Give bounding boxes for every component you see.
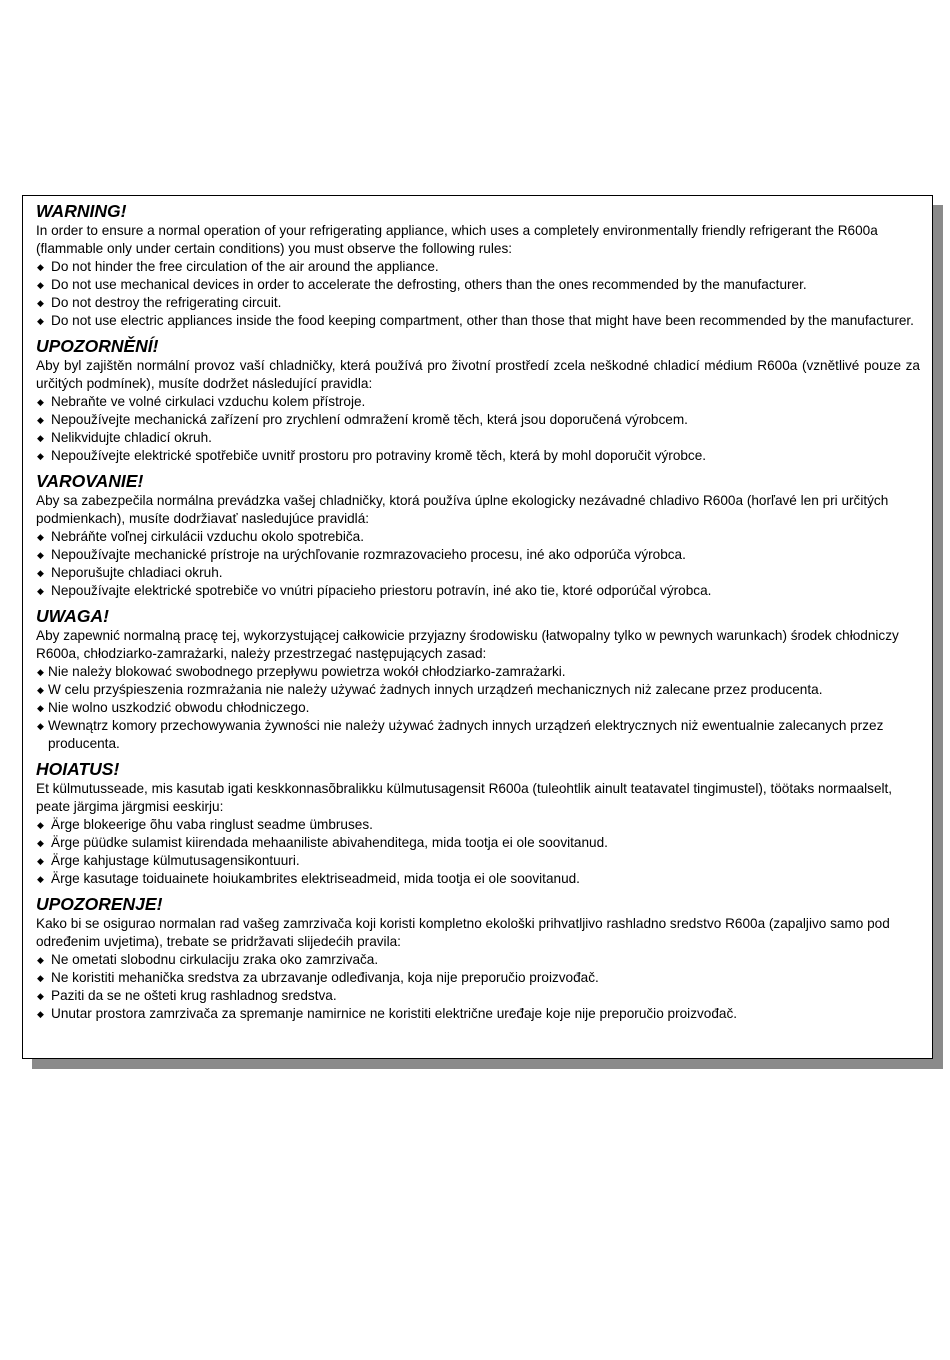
section-estonian xyxy=(36,759,920,888)
section-heading: UWAGA! xyxy=(36,606,109,626)
diamond-bullet-icon: ◆ xyxy=(37,433,44,443)
diamond-bullet-icon: ◆ xyxy=(37,685,44,695)
rule-list xyxy=(36,258,920,330)
diamond-bullet-icon: ◆ xyxy=(37,874,44,884)
list-item xyxy=(36,447,920,465)
diamond-bullet-icon: ◆ xyxy=(37,550,44,560)
list-item-text: Nie należy blokować swobodnego przepływu powietrza wokół chłodziarko-zamrażarki. xyxy=(48,664,566,679)
diamond-bullet-icon: ◆ xyxy=(37,262,44,272)
list-item-text: Wewnątrz komory przechowywania żywności nie należy używać żadnych innych urządzeń elektrycznych niż ewentualnie zalecanych przez producenta. xyxy=(48,718,884,751)
section-intro: Et külmutusseade, mis kasutab igati keskkonnasõbralikku külmutusagensit R600a (tuleohtlik ainult teatavatel tingimustel), töötaks normaalselt, peate järgima järgmisi eeskirju: xyxy=(36,781,893,814)
list-item-text: Nepoužívejte mechanická zařízení pro zrychlení odmražení kromě těch, která jsou doporučená výrobcem. xyxy=(51,412,688,427)
diamond-bullet-icon: ◆ xyxy=(37,856,44,866)
list-item xyxy=(36,816,920,834)
section-heading: VAROVANIE! xyxy=(36,471,144,491)
list-item xyxy=(36,528,920,546)
diamond-bullet-icon: ◆ xyxy=(37,991,44,1001)
list-item-text: Do not use electric appliances inside the food keeping compartment, other than those that might have been recommended by the manufacturer. xyxy=(51,313,914,328)
list-item-text: Nepoužívajte elektrické spotrebiče vo vnútri pípacieho priestoru potravín, iné ako tie, ktoré odporúčal výrobca. xyxy=(51,583,712,598)
list-item xyxy=(36,276,920,294)
list-item xyxy=(36,969,920,987)
rule-list xyxy=(36,816,920,888)
diamond-bullet-icon: ◆ xyxy=(37,298,44,308)
list-item-text: Ne koristiti mehanička sredstva za ubrzavanje odleđivanja, koja nije preporučio proizvođač. xyxy=(51,970,599,985)
diamond-bullet-icon: ◆ xyxy=(37,703,44,713)
list-item xyxy=(36,951,920,969)
list-item xyxy=(36,294,920,312)
section-heading: UPOZORENJE! xyxy=(36,894,163,914)
list-item-text: Nebráňte voľnej cirkulácii vzduchu okolo spotrebiča. xyxy=(51,529,365,544)
section-croatian xyxy=(36,894,920,1023)
section-polish xyxy=(36,606,920,753)
rule-list xyxy=(36,951,920,1023)
diamond-bullet-icon: ◆ xyxy=(37,397,44,407)
list-item-text: Nie wolno uszkodzić obwodu chłodniczego. xyxy=(48,700,310,715)
diamond-bullet-icon: ◆ xyxy=(37,973,44,983)
diamond-bullet-icon: ◆ xyxy=(37,586,44,596)
list-item xyxy=(36,717,920,753)
section-intro: Aby sa zabezpečila normálna prevádzka vašej chladničky, ktorá používa úplne ekologicky nezávadné chladivo R600a (horľavé len pri určitých podmienkach), musíte dodržiavať nasledujúce pravidlá: xyxy=(36,493,889,526)
list-item xyxy=(36,699,920,717)
list-item-text: Nebraňte ve volné cirkulaci vzduchu kolem přístroje. xyxy=(51,394,366,409)
list-item-text: Nepoužívajte mechanické prístroje na urýchľovanie rozmrazovacieho procesu, iné ako odporúča výrobca. xyxy=(51,547,686,562)
diamond-bullet-icon: ◆ xyxy=(37,667,44,677)
list-item-text: Nepoužívejte elektrické spotřebiče uvnitř prostoru pro potraviny kromě těch, která by mohl doporučit výrobce. xyxy=(51,448,707,463)
list-item-text: Ärge kasutage toiduainete hoiukambrites elektriseadmeid, mida tootja ei ole soovitanud. xyxy=(51,871,580,886)
section-intro: In order to ensure a normal operation of your refrigerating appliance, which uses a completely environmentally friendly refrigerant the R600a (flammable only under certain conditions) you must observe the following rules: xyxy=(36,223,878,256)
list-item xyxy=(36,312,920,330)
list-item xyxy=(36,429,920,447)
list-item xyxy=(36,546,920,564)
list-item-text: Ärge püüdke sulamist kiirendada mehaaniliste abivahenditega, mida tootja ei ole soovitanud. xyxy=(51,835,608,850)
diamond-bullet-icon: ◆ xyxy=(37,532,44,542)
list-item xyxy=(36,582,920,600)
list-item-text: Unutar prostora zamrzivača za spremanje namirnice ne koristiti električne uređaje koje nije preporučio proizvođač. xyxy=(51,1006,738,1021)
section-intro: Aby zapewnić normalną pracę tej, wykorzystującej całkowicie przyjazny środowisku (łatwopalny tylko w pewnych warunkach) środek chłodniczy R600a, chłodziarko-zamrażarki, należy przestrzegać następujących zasad: xyxy=(36,628,899,661)
list-item-text: Neporušujte chladiaci okruh. xyxy=(51,565,223,580)
list-item xyxy=(36,411,920,429)
list-item xyxy=(36,393,920,411)
diamond-bullet-icon: ◆ xyxy=(37,820,44,830)
section-czech xyxy=(36,336,920,465)
section-intro: Kako bi se osigurao normalan rad vašeg zamrzivača koji koristi kompletno ekološki prihvatljivo rashladno sredstvo R600a (zapaljivo samo pod određenim uvjetima), trebate se pridržavati slijedećih pravila: xyxy=(36,916,890,949)
rule-list xyxy=(36,393,920,465)
section-heading: WARNING! xyxy=(36,201,127,221)
list-item-text: W celu przyśpieszenia rozmrażania nie należy używać żadnych innych urządzeń mechanicznych niż zalecane przez producenta. xyxy=(48,682,823,697)
list-item-text: Do not hinder the free circulation of the air around the appliance. xyxy=(51,259,439,274)
diamond-bullet-icon: ◆ xyxy=(37,568,44,578)
list-item xyxy=(36,870,920,888)
diamond-bullet-icon: ◆ xyxy=(37,316,44,326)
list-item-text: Ne ometati slobodnu cirkulaciju zraka oko zamrzivača. xyxy=(51,952,379,967)
list-item xyxy=(36,663,920,681)
list-item-text: Do not destroy the refrigerating circuit. xyxy=(51,295,282,310)
diamond-bullet-icon: ◆ xyxy=(37,415,44,425)
diamond-bullet-icon: ◆ xyxy=(37,955,44,965)
list-item xyxy=(36,681,920,699)
section-heading: UPOZORNĚNÍ! xyxy=(36,336,159,356)
list-item xyxy=(36,564,920,582)
list-item-text: Ärge blokeerige õhu vaba ringlust seadme ümbruses. xyxy=(51,817,373,832)
section-heading: HOIATUS! xyxy=(36,759,120,779)
list-item xyxy=(36,852,920,870)
list-item xyxy=(36,258,920,276)
section-intro: Aby byl zajištěn normální provoz vaší chladničky, která používá pro životní prostředí zcela neškodné chladicí médium R600a (vznětlivé pouze za určitých podmínek), musíte dodržet následující pravidla: xyxy=(36,358,920,391)
section-slovak xyxy=(36,471,920,600)
diamond-bullet-icon: ◆ xyxy=(37,451,44,461)
warning-box xyxy=(22,195,933,1059)
diamond-bullet-icon: ◆ xyxy=(37,280,44,290)
list-item xyxy=(36,987,920,1005)
list-item-text: Paziti da se ne ošteti krug rashladnog sredstva. xyxy=(51,988,337,1003)
rule-list xyxy=(36,663,920,753)
rule-list xyxy=(36,528,920,600)
diamond-bullet-icon: ◆ xyxy=(37,721,44,731)
list-item-text: Nelikvidujte chladicí okruh. xyxy=(51,430,212,445)
section-english xyxy=(36,201,920,330)
list-item-text: Do not use mechanical devices in order to accelerate the defrosting, others than the ones recommended by the manufacturer. xyxy=(51,277,807,292)
diamond-bullet-icon: ◆ xyxy=(37,838,44,848)
list-item-text: Ärge kahjustage külmutusagensikontuuri. xyxy=(51,853,300,868)
list-item xyxy=(36,1005,920,1023)
list-item xyxy=(36,834,920,852)
diamond-bullet-icon: ◆ xyxy=(37,1009,44,1019)
